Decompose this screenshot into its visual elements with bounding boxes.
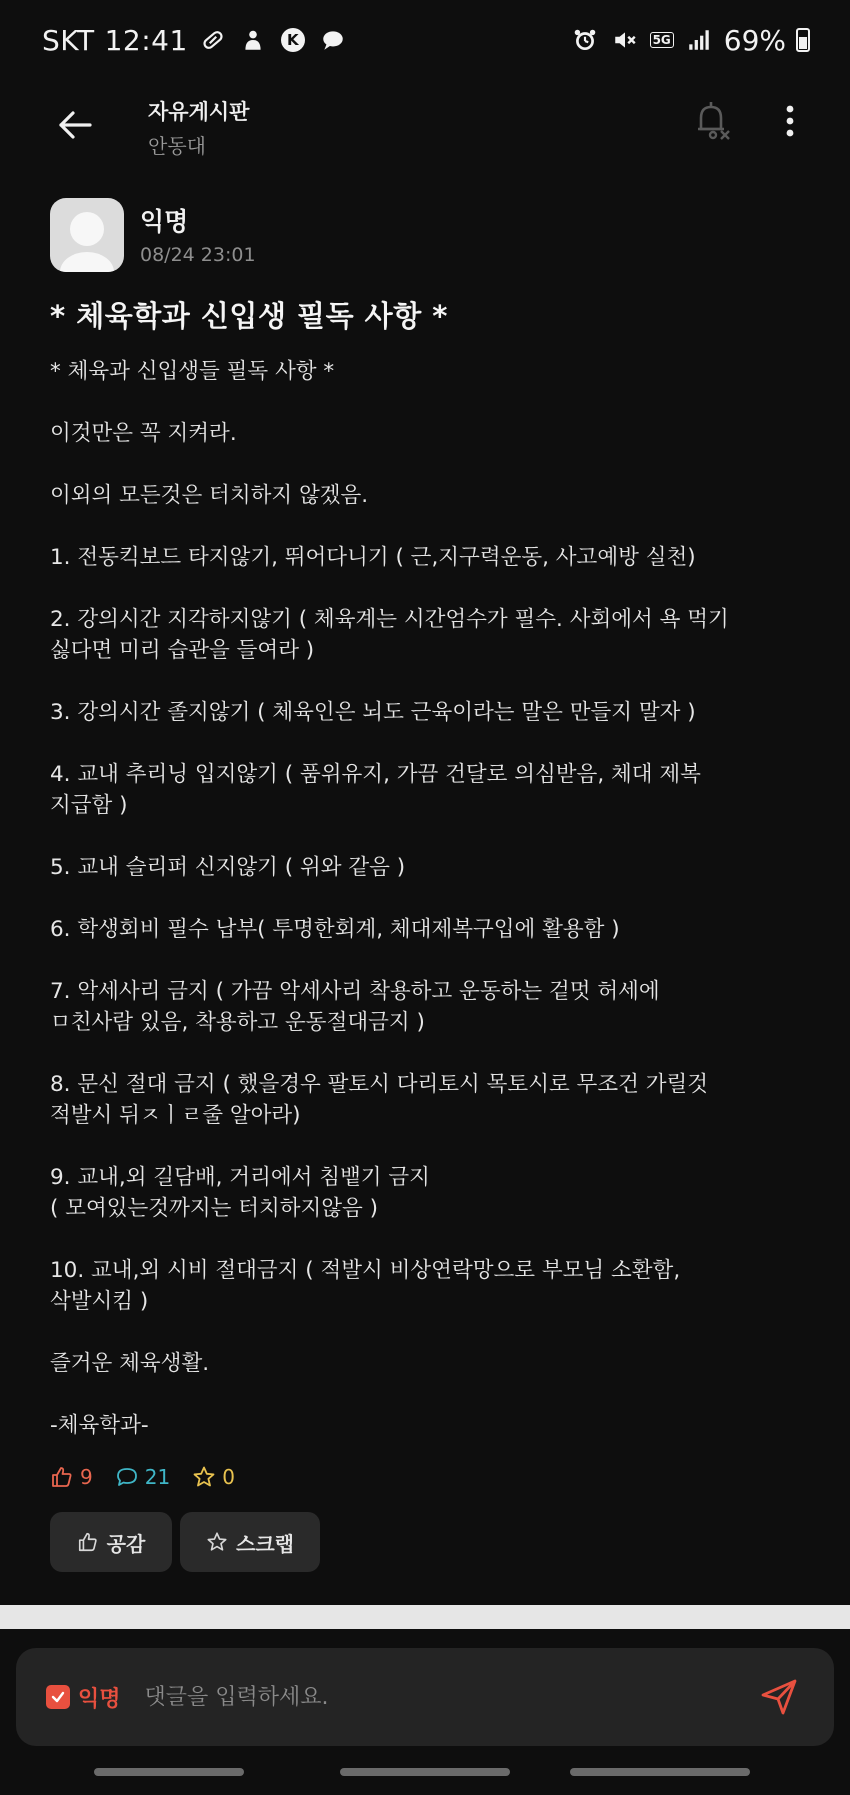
post-paragraph: 1. 전동킥보드 타지않기, 뛰어다니기 ( 근,지구력운동, 사고예방 실천) [50,545,696,570]
battery-icon [796,28,810,52]
alarm-icon [570,25,600,55]
section-divider [0,1605,850,1629]
comment-icon [115,1465,139,1489]
comment-count-value: 21 [144,1465,171,1489]
post-paragraph: 7. 악세사리 금지 ( 가끔 악세사리 착용하고 운동하는 겉멋 허세에 ㅁ친사람 있음, 착용하고 운동절대금지 ) [50,979,660,1035]
k-app-icon: K [278,25,308,55]
post-paragraph: * 체육과 신입생들 필독 사항 * [50,359,335,384]
avatar [50,198,124,272]
signal-icon [684,25,714,55]
like-count-value: 9 [80,1465,93,1489]
bell-off-icon [693,99,733,143]
board-title: 자유게시판 [148,100,250,124]
post-paragraph: 2. 강의시간 지각하지않기 ( 체육계는 시간엄수가 필수. 사회에서 욕 먹기 싫다면 미리 습관을 들여라 ) [50,607,729,663]
battery-percent: 69% [723,23,786,57]
send-button[interactable] [754,1672,804,1722]
scrap-button-label: 스크랩 [236,1531,294,1556]
scrap-button[interactable] [180,1512,320,1572]
scrap-count-value: 0 [222,1465,235,1489]
check-icon [50,1689,66,1705]
status-left [42,24,348,57]
post-paragraph: 이것만은 꼭 지켜라. [50,421,237,446]
status-bar [0,0,850,80]
post-body [50,356,820,1441]
post-paragraph: 3. 강의시간 졸지않기 ( 체육인은 뇌도 근육이라는 말은 만들지 말자 ) [50,700,696,725]
clock: 12:41 [104,23,188,57]
pill-icon [198,25,228,55]
post-paragraph: 6. 학생회비 필수 납부( 투명한회계, 체대제복구입에 활용함 ) [50,917,620,942]
thumbs-up-icon [50,1465,74,1489]
post-paragraph: 4. 교내 추리닝 입지않기 ( 품위유지, 가끔 건달로 의심받음, 체대 제복 지급함 ) [50,762,701,818]
notification-toggle-button[interactable] [688,96,738,146]
like-button-label: 공감 [106,1531,146,1556]
system-nav-bar [0,1768,850,1782]
status-right [570,24,810,57]
nav-home-button[interactable] [340,1768,510,1776]
post-paragraph: 즐거운 체육생활. [50,1351,210,1376]
chat-bubble-icon [318,25,348,55]
anonymous-label[interactable]: 익명 [78,1686,121,1712]
more-vertical-icon [785,105,795,137]
like-count [50,1465,93,1489]
post-paragraph: 9. 교내,외 길담배, 거리에서 침뱉기 금지 ( 모여있는것까지는 터치하지않음 ) [50,1165,430,1221]
bot-icon [238,25,268,55]
nav-recent-button[interactable] [94,1768,244,1776]
anonymous-checkbox[interactable] [46,1685,70,1709]
like-button[interactable] [50,1512,172,1572]
nav-back-button[interactable] [570,1768,750,1776]
send-icon [759,1677,799,1717]
post-paragraph: 10. 교내,외 시비 절대금지 ( 적발시 비상연락망으로 부모님 소환함, 삭발시킴 ) [50,1258,681,1314]
mute-icon [610,25,640,55]
carrier-label: SKT [42,23,95,57]
default-profile-icon [50,198,124,272]
comment-input[interactable] [145,1685,754,1710]
post-title: * 체육학과 신입생 필독 사항 * [50,299,448,333]
network-type: 5G [650,32,674,48]
comment-composer [16,1648,834,1746]
app-bar [0,80,850,175]
author-name: 익명 [140,207,189,236]
post-paragraph: -체육학과- [50,1413,149,1438]
thumbs-up-icon [77,1531,99,1553]
star-icon [192,1465,216,1489]
post-paragraph: 이외의 모든것은 터치하지 않겠음. [50,483,369,508]
star-icon [206,1531,228,1553]
back-button[interactable] [50,100,100,150]
arrow-left-icon [58,110,92,140]
board-subtitle: 안동대 [148,134,206,158]
post-stats [50,1465,235,1489]
post-paragraph: 5. 교내 슬리퍼 신지않기 ( 위와 같음 ) [50,855,406,880]
comment-count [115,1465,170,1489]
post-paragraph: 8. 문신 절대 금지 ( 했을경우 팔토시 다리토시 목토시로 무조건 가릴것 적발시 뒤ㅈㅣㄹ줄 알아라) [50,1072,709,1128]
more-options-button[interactable] [770,96,810,146]
scrap-count [192,1465,235,1489]
post-date: 08/24 23:01 [140,244,256,266]
